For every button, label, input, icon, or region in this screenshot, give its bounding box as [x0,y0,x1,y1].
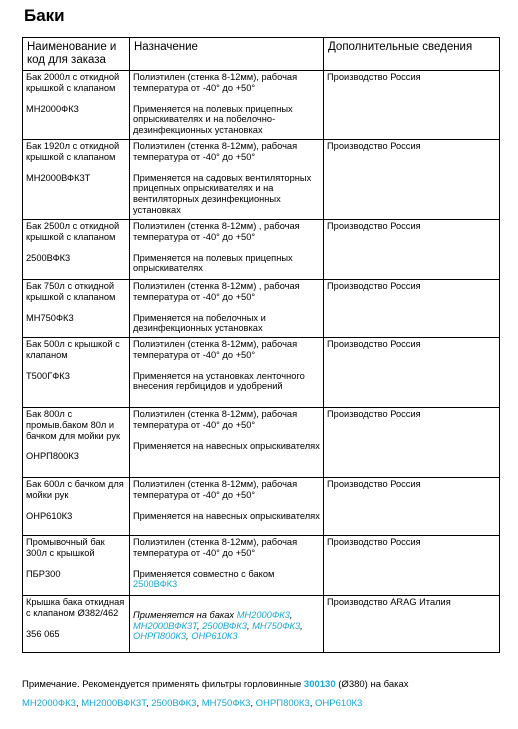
tank-name: Крышка бака откидная с клапаном Ø382/462 [26,597,125,618]
purpose-cell [130,220,324,280]
tank-link[interactable]: МН2000ФК3 [236,609,290,620]
note-label: Примечание. [22,679,80,690]
info-cell: Производство Россия [324,220,500,280]
tank-code: ОНРП800К3 [26,451,79,462]
info-cell: Производство Россия [324,408,500,478]
tank-name: Бак 2000л с откидной крышкой с клапаном [26,72,120,93]
tank-code: МН750ФК3 [26,312,74,323]
material-text: Полиэтилен (стенка 8-12мм), рабочая температура от -40° до +50° [133,409,298,430]
tanks-table [22,37,500,653]
tank-code: ПБР300 [26,568,61,579]
tank-code: 356 065 [26,628,60,639]
tank-code: Т500ГФК3 [26,370,70,381]
name-cell [23,478,130,536]
use-text: Применяется на садовых вентиляторных прицепных опрыскивателях и на вентиляторных дезинфекционных установках [133,172,312,215]
info-cell: Производство Россия [324,338,500,408]
filter-size: (Ø380) [338,679,368,690]
tank-link[interactable]: ОНР610К3 [315,698,363,709]
use-text: Применяется на побелочных и дезинфекционных установках [133,312,266,334]
name-cell [23,536,130,596]
use-text-prefix: Применяется на баках [133,609,235,620]
tank-link[interactable]: 2500ВФК3 [133,579,178,590]
material-text: Полиэтилен (стенка 8-12мм), рабочая температура от -40° до +50° [133,339,298,360]
tank-link[interactable]: ОНРП800К3 [133,631,187,642]
name-cell [23,596,130,653]
note-text: Рекомендуется применять фильтры горловинные [82,679,302,690]
name-cell [23,338,130,408]
use-text [133,569,321,591]
info-cell: Производство Россия [324,280,500,338]
tank-code: 2500ВФК3 [26,252,71,263]
tank-link[interactable]: ОНР610К3 [191,631,238,642]
tank-name: Бак 1920л с откидной крышкой с клапаном [26,141,120,162]
use-text: Применяется на установках ленточного внесения гербицидов и удобрений [133,370,305,392]
tank-name: Бак 600л с бачком для мойки рук [26,479,124,500]
table-row [23,220,500,280]
header-info: Дополнительные сведения [324,38,500,71]
table-row [23,280,500,338]
material-text: Полиэтилен (стенка 8-12мм), рабочая температура от -40° до +50° [133,141,298,162]
use-text: Применяется на полевых прицепных опрыскивателях [133,252,293,274]
name-cell [23,140,130,220]
tank-name: Бак 750л с откидной крышкой с клапаном [26,281,116,302]
tank-name: Бак 2500л с откидной крышкой с клапаном [26,221,120,242]
tank-code: ОНР610К3 [26,510,73,521]
name-cell [23,408,130,478]
tank-link[interactable]: МН750ФК3 [252,620,301,631]
table-row [23,478,500,536]
purpose-cell [130,280,324,338]
material-text: Полиэтилен (стенка 8-12мм) , рабочая температура от -40° до +50° [133,221,300,242]
material-text: Полиэтилен (стенка 8-12мм), рабочая температура от -40° до +50° [133,72,298,93]
tank-link[interactable]: МН2000ФК3 [22,698,76,709]
table-row [23,408,500,478]
use-text: Применяется на полевых прицепных опрыскивателях и на побелочно-дезинфекционных установках [133,103,293,136]
tank-code: МН2000ФК3 [26,103,79,114]
name-cell [23,220,130,280]
tank-code: МН2000ВФК3Т [26,172,91,183]
table-row [23,140,500,220]
use-text-prefix: Применяется совместно с баком [133,568,275,579]
tank-name: Промывочный бак 300л с крышкой [26,537,105,558]
material-text: Полиэтилен (стенка 8-12мм), рабочая температура от -40° до +50° [133,537,298,558]
use-text: Применяется на навесных опрыскивателях [133,510,320,521]
purpose-cell: Применяется на баках МН2000ФК3, МН2000ВФК3Т, 2500ВФК3, МН750ФК3, ОНРП800К3, ОНР610К3 [130,596,324,653]
info-cell: Производство ARAG Италия [324,596,500,653]
name-cell [23,71,130,140]
purpose-cell [130,71,324,140]
material-text: Полиэтилен (стенка 8-12мм), рабочая температура от -40° до +50° [133,479,298,500]
filter-code-link[interactable]: 300130 [303,679,336,690]
tank-link[interactable]: МН2000ВФК3Т [133,620,198,631]
tank-name: Бак 800л с промыв.баком 80л и бачком для мойки рук [26,409,121,441]
tank-name: Бак 500л с крышкой с клапаном [26,339,120,360]
tank-link[interactable]: 2500ВФК3 [202,620,247,631]
header-name: Наименование и код для заказа [23,38,130,71]
info-cell: Производство Россия [324,536,500,596]
info-cell: Производство Россия [324,478,500,536]
tank-link[interactable]: ОНРП800К3 [255,698,310,709]
table-row [23,536,500,596]
note-on-tanks: на баках [370,679,409,690]
use-text: Применяется на навесных опрыскивателях [133,440,320,451]
page-title: Баки [24,6,65,25]
info-cell: Производство Россия [324,71,500,140]
table-row [23,71,500,140]
table-row [23,596,500,653]
tank-link[interactable]: МН2000ВФК3Т [81,698,146,709]
material-text: Полиэтилен (стенка 8-12мм) , рабочая температура от -40° до +50° [133,281,300,302]
tank-link[interactable]: МН750ФК3 [201,698,251,709]
purpose-cell [130,478,324,536]
table-row [23,338,500,408]
purpose-cell [130,140,324,220]
purpose-cell [130,338,324,408]
name-cell [23,280,130,338]
tank-link[interactable]: 2500ВФК3 [151,698,197,709]
purpose-cell [130,536,324,596]
table-header-row [23,38,500,71]
purpose-cell [130,408,324,478]
info-cell: Производство Россия [324,140,500,220]
header-purpose: Назначение [130,38,324,71]
footnote: Примечание. Рекомендуется применять фильтры горловинные 300130 (Ø380) на баках МН2000ФК3, МН2000ВФК3Т, 2500ВФК3, МН750ФК3, ОНРП800К3, ОНР610К3 [22,679,409,709]
